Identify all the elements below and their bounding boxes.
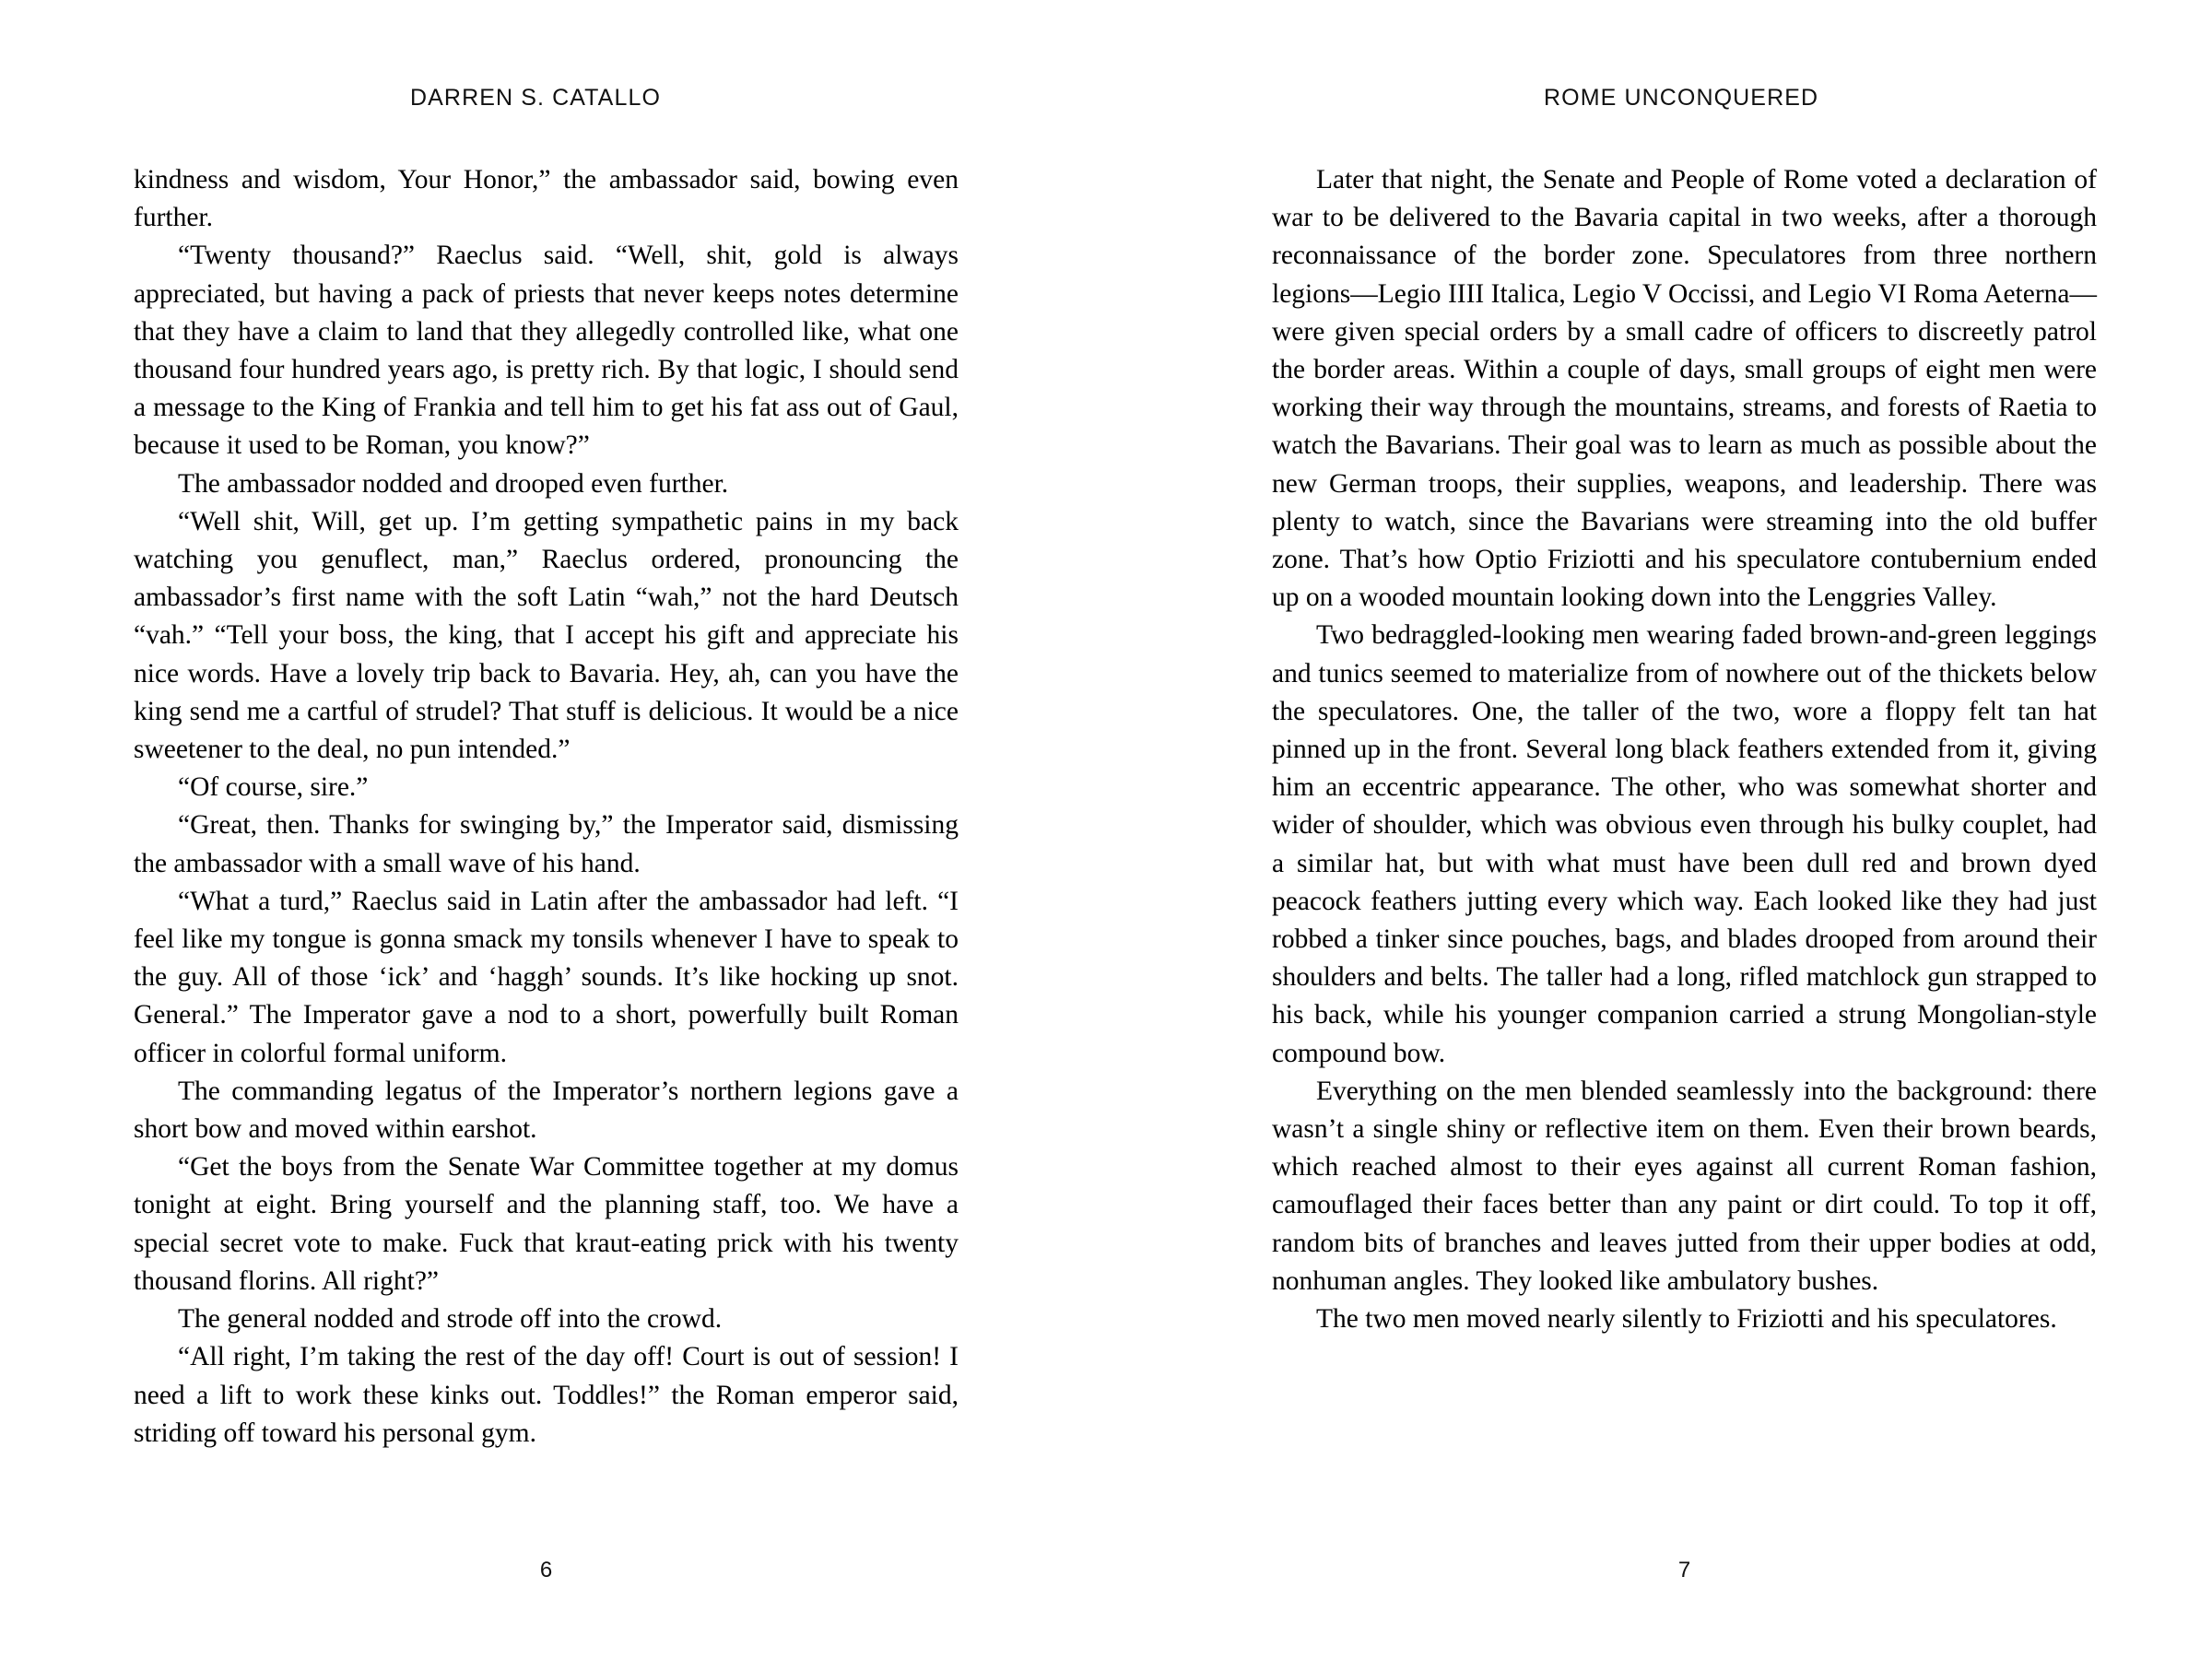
text-column-right bbox=[1272, 161, 2097, 1338]
paragraph: “What a turd,” Raeclus said in Latin after the ambassador had left. “I feel like my tongue is gonna smack my tonsils whenever I have to speak to the guy. All of those ‘ick’ and ‘haggh’ sounds. It’s like hocking up snot. General.” The Imperator gave a nod to a short, powerfully built Roman officer in colorful formal uniform. bbox=[134, 886, 959, 1068]
paragraph: “Get the boys from the Senate War Committee together at my domus tonight at eight. Bring yourself and the planning staff, too. We have a special secret vote to make. Fuck that kraut-eating prick with his twenty thousand florins. All right?” bbox=[134, 1152, 959, 1296]
paragraph: “Great, then. Thanks for swinging by,” the Imperator said, dismissing the ambassador with a small wave of his hand. bbox=[134, 810, 959, 878]
paragraph: The commanding legatus of the Imperator’s northern legions gave a short bow and moved within earshot. bbox=[134, 1076, 959, 1145]
running-head-author: DARREN S. CATALLO bbox=[410, 85, 661, 111]
paragraph: “Well shit, Will, get up. I’m getting sympathetic pains in my back watching you genuflect, man,” Raeclus ordered, pronouncing the ambassador’s first name with the soft Latin “wah,” not the hard Deutsch “vah.” “Tell your boss, the king, that I accept his gift and appreciate his nice words. Have a lovely trip back to Bavaria. Hey, ah, can you have the king send me a cartful of strudel? That stuff is delicious. It would be a nice sweetener to the deal, no pun intended.” bbox=[134, 506, 959, 765]
paragraph: kindness and wisdom, Your Honor,” the ambassador said, bowing even further. bbox=[134, 165, 959, 233]
paragraph: “Twenty thousand?” Raeclus said. “Well, shit, gold is always appreciated, but having a pack of priests that never keeps notes determine that they have a claim to land that they allegedly controlled like, what one thousand four hundred years ago, is pretty rich. By that logic, I should send a message to the King of Frankia and tell him to get his fat ass out of Gaul, because it used to be Roman, you know?” bbox=[134, 241, 959, 461]
page-number-recto: 7 bbox=[1677, 1558, 1691, 1583]
paragraph: Everything on the men blended seamlessly into the background: there wasn’t a single shiny or reflective item on them. Even their brown beards, which reached almost to their eyes against all current Roman fashion, camouflaged their faces better than any paint or dirt could. To top it off, random bits of branches and leaves jutted from their upper bodies at odd, nonhuman angles. They looked like ambulatory bushes. bbox=[1272, 1076, 2097, 1296]
paragraph: Two bedraggled-looking men wearing faded brown-and-green leggings and tunics seemed to materialize from of nowhere out of the thickets below the speculatores. One, the taller of the two, wore a floppy felt tan hat pinned up in the front. Several long black feathers extended from it, giving him an eccentric appearance. The other, who was somewhat shorter and wider of shoulder, which was obvious even through his bulky couplet, had a similar hat, but with what must have been dull red and brown dyed peacock feathers jutting every which way. Each looked like they had just robbed a tinker since pouches, bags, and blades drooped from around their shoulders and belts. The taller had a long, rifled matchlock gun strapped to his back, while his younger companion carried a strung Mongolian-style compound bow. bbox=[1272, 620, 2097, 1068]
paragraph: The ambassador nodded and drooped even further. bbox=[178, 468, 729, 499]
paragraph: The two men moved nearly silently to Friziotti and his speculatores. bbox=[1316, 1304, 2057, 1335]
paragraph: Later that night, the Senate and People of Rome voted a declaration of war to be delivered to the Bavaria capital in two weeks, after a thorough reconnaissance of the border zone. Speculatores from three northern legions—Legio IIII Italica, Legio V Occissi, and Legio VI Roma Aeterna—were given special orders by a small cadre of officers to discreetly patrol the border areas. Within a couple of days, small groups of eight men were working their way through the mountains, streams, and forests of Raetia to watch the Bavarians. Their goal was to learn as much as possible about the new German troops, their supplies, weapons, and leadership. There was plenty to watch, since the Bavarians were streaming into the old buffer zone. That’s how Optio Friziotti and his speculatore contubernium ended up on a wooded mountain looking down into the Lenggries Valley. bbox=[1272, 165, 2097, 613]
paragraph: “All right, I’m taking the rest of the day off! Court is out of session! I need a lift to work these kinks out. Toddles!” the Roman emperor said, striding off toward his personal gym. bbox=[134, 1342, 959, 1448]
paragraph: The general nodded and strode off into the crowd. bbox=[178, 1304, 723, 1335]
running-head-title: ROME UNCONQUERED bbox=[1544, 85, 1819, 111]
text-column-left bbox=[134, 161, 959, 1453]
page-number-verso: 6 bbox=[539, 1558, 553, 1583]
paragraph: “Of course, sire.” bbox=[178, 772, 369, 803]
